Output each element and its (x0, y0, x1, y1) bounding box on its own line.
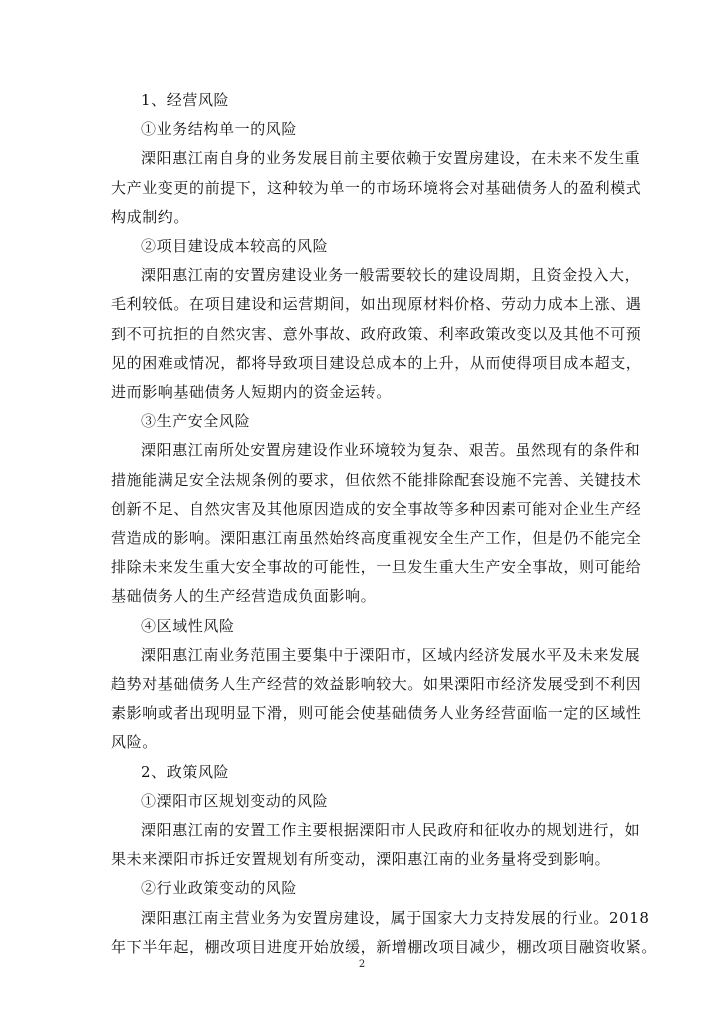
paragraph (111, 874, 616, 903)
paragraph (111, 612, 616, 641)
text-line: 1、经营风险 (141, 91, 230, 109)
paragraph (111, 758, 616, 787)
text-line: 创新不足、自然灾害及其他原因造成的安全事故等多种因素可能对企业生产经 (111, 499, 642, 518)
text-line: 溧阳惠江南的安置房建设业务一般需要较长的建设周期，且资金投入大， (141, 266, 641, 285)
text-line: 毛利较低。在项目建设和运营期间，如出现原材料价格、劳动力成本上涨、遇 (111, 295, 642, 314)
text-line: 溧阳惠江南主营业务为安置房建设，属于国家大力支持发展的行业。2018 (141, 908, 650, 927)
paragraph (111, 86, 616, 115)
text-line: 溧阳惠江南业务范围主要集中于溧阳市，区域内经济发展水平及未来发展 (141, 645, 641, 664)
text-line: 素影响或者出现明显下滑，则可能会使基础债务人业务经营面临一定的区域性 (111, 704, 642, 723)
text-line: 进而影响基础债务人短期内的资金运转。 (111, 383, 392, 402)
text-line: ③生产安全风险 (141, 412, 251, 431)
text-line: 见的困难或情况，都将导致项目建设总成本的上升，从而使得项目成本超支， (111, 353, 642, 372)
text-line: ②项目建设成本较高的风险 (141, 237, 329, 256)
text-line: 溧阳惠江南所处安置房建设作业环境较为复杂、艰苦。虽然现有的条件和 (141, 441, 641, 460)
text-line: 大产业变更的前提下，这种较为单一的市场环境将会对基础债务人的盈利模式 (111, 178, 642, 197)
text-line: 排除未来发生重大安全事故的可能性，一旦发生重大生产安全事故，则可能给 (111, 558, 642, 577)
text-line: 果未来溧阳市拆迁安置规划有所变动，溧阳惠江南的业务量将受到影响。 (111, 850, 611, 869)
text-line: 营造成的影响。溧阳惠江南虽然始终高度重视安全生产工作，但是仍不能完全 (111, 529, 642, 548)
page-number: 2 (358, 959, 366, 970)
text-line: ①业务结构单一的风险 (141, 120, 298, 139)
paragraph (111, 787, 616, 816)
text-line: 构成制约。 (111, 207, 190, 226)
text-line: 溧阳惠江南自身的业务发展目前主要依赖于安置房建设，在未来不发生重 (141, 149, 641, 168)
paragraph (111, 115, 616, 144)
text-line: ②行业政策变动的风险 (141, 879, 298, 898)
paragraph (111, 816, 641, 874)
text-line: ④区域性风险 (141, 616, 235, 635)
text-line: 溧阳惠江南的安置工作主要根据溧阳市人民政府和征收办的规划进行，如 (141, 821, 641, 840)
text-line: 基础债务人的生产经营造成负面影响。 (111, 587, 377, 606)
paragraph (111, 641, 642, 758)
paragraph (111, 232, 616, 261)
text-line: 趋势对基础债务人生产经营的效益影响较大。如果溧阳市经济发展受到不利因 (111, 675, 642, 694)
paragraph (111, 261, 642, 407)
text-line: 年下半年起，棚改项目进度开始放缓，新增棚改项目减少，棚改项目融资收紧。 (111, 937, 658, 956)
paragraph (111, 904, 658, 962)
paragraph (111, 144, 642, 232)
text-line: 2、政策风险 (141, 762, 230, 781)
paragraph (111, 436, 642, 611)
text-line: 措施能满足安全法规条例的要求，但依然不能排除配套设施不完善、关键技术 (111, 470, 642, 489)
text-line: 风险。 (111, 733, 158, 752)
paragraph (111, 407, 616, 436)
body-text (111, 86, 658, 962)
text-line: 到不可抗拒的自然灾害、意外事故、政府政策、利率政策改变以及其他不可预 (111, 324, 642, 343)
text-line: ①溧阳市区规划变动的风险 (141, 791, 329, 810)
